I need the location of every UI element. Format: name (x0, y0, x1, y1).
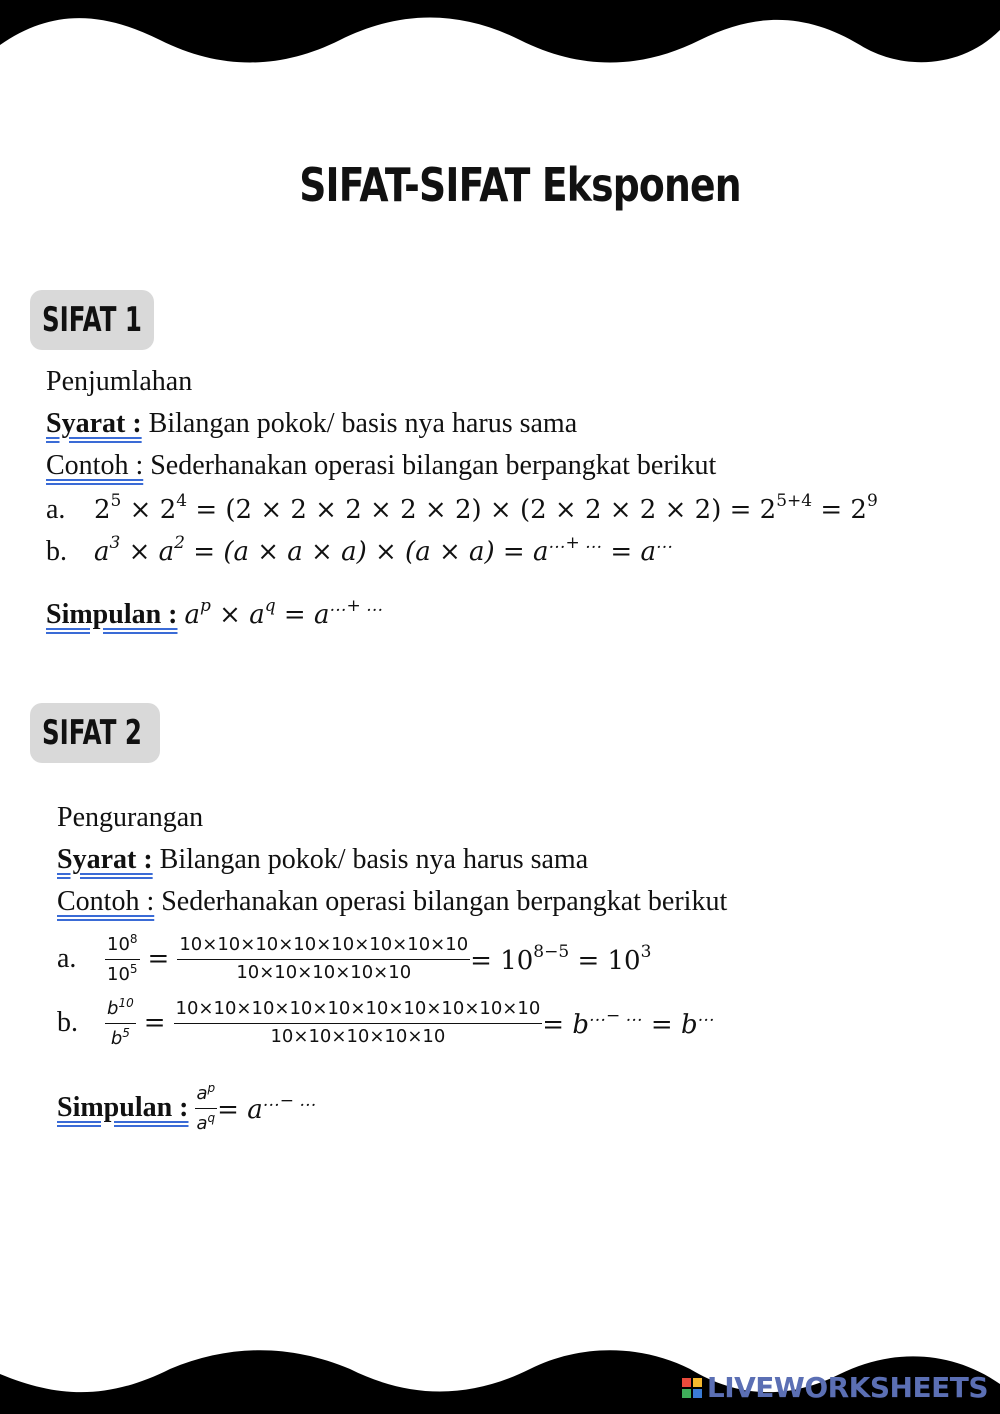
sifat-2-example-b: b. $\frac{b^{10}}{b^5}$ = $\frac{10\times 10\times 10\times 10\times 10\times 10\times 10\times 10\times 10\times 10}{10\times 10\times 10\times 10\times 10}$ = b…− … = b… (57, 996, 715, 1049)
example-b-expression: $a^3 \times a^2 = (a \times a \times a) \times (a \times a) = a^{\dots+ \dots} = a^\dots$ (94, 533, 673, 567)
sifat-1-contoh (46, 452, 716, 480)
sifat-2-contoh (57, 888, 727, 916)
simpulan-expression: $a^p \times a^q = a^{\dots+ \dots}$ (184, 596, 384, 630)
sifat-2-syarat (57, 846, 588, 874)
sifat-2-heading: Pengurangan (57, 802, 204, 833)
syarat-text: Bilangan pokok/ basis nya harus sama (159, 844, 589, 875)
contoh-text: Sederhanakan operasi bilangan berpangkat berikut (161, 886, 728, 917)
example-a-fraction: $\frac{10^8}{10^5}$ (107, 932, 138, 985)
sifat-1-heading: Penjumlahan (46, 366, 193, 397)
liveworksheets-logo[interactable] (682, 1371, 988, 1404)
sifat-1-example-b (46, 535, 673, 566)
example-a-expression: $2^5 \times 2^4 = (2 \times 2 \times 2 \times 2 \times 2) \times (2 \times 2 \times 2 \times 2) = 2^{5+4} = 2^9$ (94, 491, 878, 525)
example-a-label: a. (46, 494, 66, 525)
sifat-2-example-a: a. $\frac{10^8}{10^5}$ = $\frac{10\times 10\times 10\times 10\times 10\times 10\times 10\times 10}{10\times 10\times 10\times 10\times 10}$ = $10^{8-5} = 10^3$ (57, 932, 652, 985)
sifat-1-example-a (46, 493, 878, 524)
syarat-label: Syarat : (57, 844, 153, 875)
example-b-label: b. (46, 536, 67, 567)
sifat-1-badge (30, 290, 154, 350)
liveworksheets-logo-text: LIVEWORKSHEETS (706, 1371, 988, 1404)
syarat-text: Bilangan pokok/ basis nya harus sama (148, 408, 578, 439)
sifat-2-simpulan (57, 1077, 316, 1139)
example-b-label: b. (57, 1007, 78, 1038)
sifat-2-badge (30, 703, 160, 763)
example-a-label: a. (57, 943, 77, 974)
sifat-1-badge-label: SIFAT 1 (42, 300, 142, 340)
simpulan-label: Simpulan : (57, 1092, 189, 1123)
sifat-1-syarat (46, 410, 577, 438)
syarat-label: Syarat : (46, 408, 142, 439)
contoh-label: Contoh : (46, 450, 144, 481)
example-b-expanded-fraction: $\frac{10\times 10\times 10\times 10\times 10\times 10\times 10\times 10\times 10\times 10}{10\times 10\times 10\times 10\times 10}$ (175, 998, 541, 1047)
liveworksheets-logo-icon (682, 1378, 702, 1398)
sifat-2-badge-label: SIFAT 2 (42, 713, 142, 753)
example-a-result: = $10^{8-5} = 10^3$ (470, 942, 652, 976)
simpulan-label: Simpulan : (46, 599, 178, 630)
page-title: SIFAT-SIFAT Eksponen (299, 158, 741, 212)
example-b-fraction: $\frac{b^{10}}{b^5}$ (107, 996, 134, 1049)
contoh-label: Contoh : (57, 886, 155, 917)
sifat-1-simpulan (46, 598, 383, 629)
contoh-text: Sederhanakan operasi bilangan berpangkat berikut (150, 450, 717, 481)
top-wave-border (0, 0, 1000, 70)
example-a-expanded-fraction: $\frac{10\times 10\times 10\times 10\times 10\times 10\times 10\times 10}{10\times 10\times 10\times 10\times 10}$ (179, 934, 469, 983)
simpulan-fraction: $\frac{a^p}{a^q}$ (196, 1081, 216, 1134)
simpulan-expression: = a…− … (217, 1091, 317, 1125)
example-b-result: = b…− … = b… (542, 1006, 715, 1040)
